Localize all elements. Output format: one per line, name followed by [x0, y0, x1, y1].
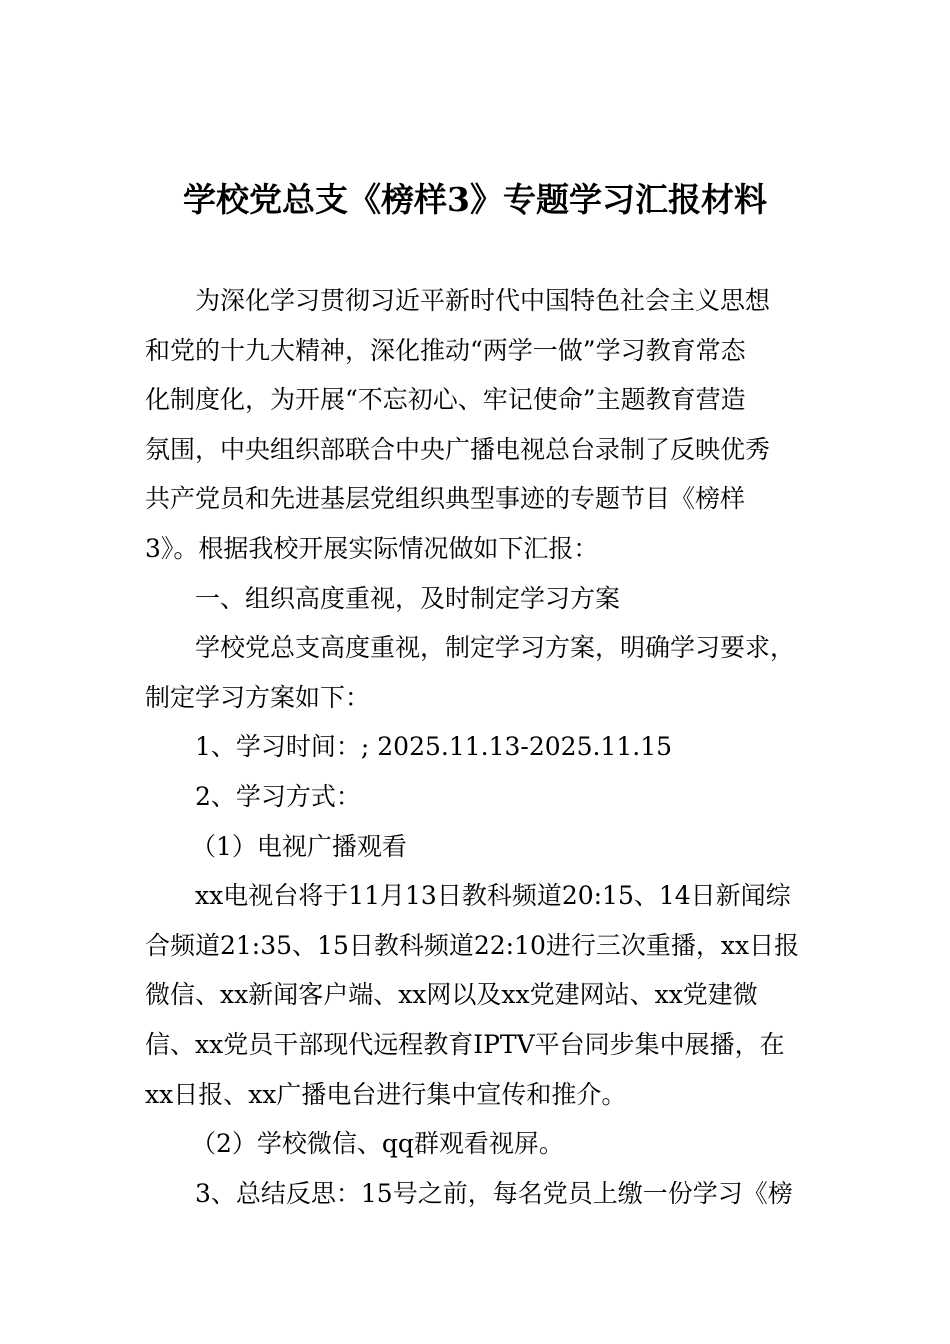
paragraph-line: 和党的十九大精神，深化推动“两学一做”学习教育常态 — [145, 335, 746, 365]
paragraph-line: xx日报、xx广播电台进行集中宣传和推介。 — [145, 1079, 627, 1109]
document-title: 学校党总支《榜样3》专题学习汇报材料 — [183, 180, 767, 219]
section-heading: 一、组织高度重视，及时制定学习方案 — [195, 583, 621, 613]
paragraph-line: 合频道21:35、15日教科频道22:10进行三次重播，xx日报 — [145, 930, 800, 960]
paragraph-line: 微信、xx新闻客户端、xx网以及xx党建网站、xx党建微 — [145, 980, 758, 1010]
paragraph-line: 信、xx党员干部现代远程教育IPTV平台同步集中展播，在 — [145, 1029, 785, 1059]
paragraph-line: xx电视台将于11月13日教科频道20:15、14日新闻综 — [195, 881, 791, 911]
paragraph-line: 氛围，中央组织部联合中央广播电视总台录制了反映优秀 — [145, 434, 771, 464]
paragraph-line: 学校党总支高度重视，制定学习方案，明确学习要求， — [195, 633, 796, 663]
sub-list-item: （1）电视广播观看 — [191, 831, 407, 861]
list-item: 1、学习时间：; 2025.11.13-2025.11.15 — [195, 732, 673, 762]
list-item: 2、学习方式： — [195, 781, 361, 811]
paragraph-line: 3》。根据我校开展实际情况做如下汇报： — [145, 533, 599, 563]
paragraph-line: 化制度化，为开展“不忘初心、牢记使命”主题教育营造 — [145, 385, 746, 415]
paragraph-line: 制定学习方案如下： — [145, 682, 371, 712]
paragraph-line: 为深化学习贯彻习近平新时代中国特色社会主义思想 — [195, 286, 771, 315]
list-item: 3、总结反思：15号之前，每名党员上缴一份学习《榜 — [195, 1178, 793, 1208]
paragraph-line: 共产党员和先进基层党组织典型事迹的专题节目《榜样 — [145, 484, 746, 514]
document-body — [145, 276, 810, 1218]
sub-list-item: （2）学校微信、qq群观看视屏。 — [191, 1129, 564, 1159]
